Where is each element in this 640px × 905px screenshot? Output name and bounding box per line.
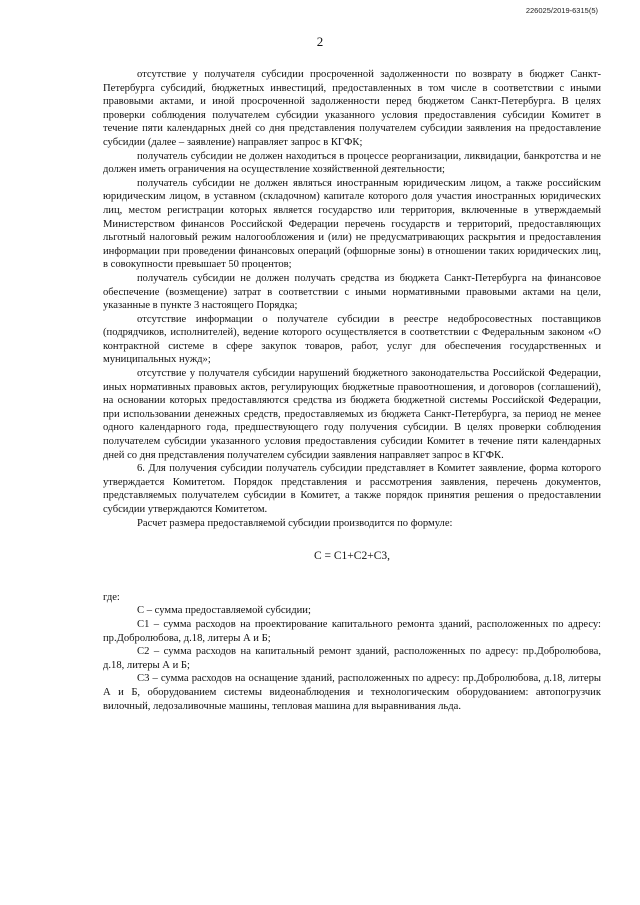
paragraph-calculation-intro: Расчет размера предоставляемой субсидии производится по формуле: — [137, 517, 453, 529]
where-label: где: — [103, 591, 120, 603]
document-registration-number: 226025/2019-6315(5) — [525, 6, 598, 15]
page-number: 2 — [316, 34, 324, 49]
definition-c1: С1 – сумма расходов на проектирование капитального ремонта зданий, расположенных по адресу: пр.Добролюбова, д.18, литеры А и Б; — [103, 618, 601, 644]
paragraph-no-debt: отсутствие у получателя субсидии просроченной задолженности по возврату в бюджет Санкт-Петербурга субсидий, бюджетных инвестиций, предоставленных в том числе в соответствии с иными правовыми актами, и иной просроченной задолженности перед бюджетом Санкт-Петербурга. В целях проверки соблюдения получателем субсидии указанного условия предоставления субсидии Комитет в течение пяти календарных дней со дня представления получателем субсидии заявления на предоставление субсидии (далее – заявление) направляет запрос в КГФК; — [103, 69, 601, 148]
paragraph-no-violations: отсутствие у получателя субсидии нарушений бюджетного законодательства Российской Федерации, иных нормативных правовых актов, регулирующих бюджетные правоотношения, и договоров (соглашений), на основании которых предоставляются средства из бюджета бюджетной системы Российской Федерации, при использовании денежных средств, предоставляемых из бюджета Санкт-Петербурга, за период не менее одного календарного года, предшествующего году получения субсидии. В целях проверки соблюдения получателем субсидии указанного условия предоставления субсидии Комитет в течение пяти календарных дней со дня представления получателем субсидии заявления направляет запрос в КГФК. — [103, 368, 601, 461]
paragraph-not-in-registry: отсутствие информации о получателе субсидии в реестре недобросовестных поставщиков (подрядчиков, исполнителей), ведение которого осуществляется в соответствии с Федеральным законом «О контрактной системе в сфере закупок товаров, работ, услуг для обеспечения государственных и муниципальных нужд»; — [103, 313, 601, 366]
paragraph-no-reorganization: получатель субсидии не должен находиться в процессе реорганизации, ликвидации, банкротства и не должен иметь ограничения на осуществление хозяйственной деятельности; — [103, 150, 601, 176]
paragraph-no-other-funds: получатель субсидии не должен получать средства из бюджета Санкт-Петербурга на финансовое обеспечение (возмещение) затрат в соответствии с иными нормативными правовыми актами на цели, указанные в пункте 3 настоящего Порядка; — [103, 272, 601, 312]
document-body — [103, 68, 601, 713]
definition-c3: С3 – сумма расходов на оснащение зданий, расположенных по адресу: пр.Добролюбова, д.18, литеры А и Б, оборудованием системы видеонаблюдения и технологическим оборудованием: автопогрузчик вилочный, ледозаливочные машины, тепловая машина для выравнивания льда. — [103, 673, 601, 712]
paragraph-clause-6: 6. Для получения субсидии получатель субсидии представляет в Комитет заявление, форма которого утверждается Комитетом. Порядок представления и рассмотрения заявления, перечень документов, представляемых получателем субсидии в Комитет, а также порядок принятия решения о предоставлении субсидии утверждаются Комитетом. — [103, 463, 601, 515]
definition-c2: С2 – сумма расходов на капитальный ремонт зданий, расположенных по адресу: пр.Добролюбова, д.18, литеры А и Б; — [103, 646, 601, 671]
paragraph-not-foreign-entity: получатель субсидии не должен являться иностранным юридическим лицом, а также российским юридическим лицом, в уставном (складочном) капитале которого доля участия иностранных юридических лиц, местом регистрации которых является государство или территория, включенные в утверждаемый Министерством финансов Российской Федерации перечень государств и территорий, предоставляющих льготный налоговый режим налогообложения и (или) не предусматривающих раскрытия и предоставления информации при проведении финансовых операций (офшорные зоны) в отношении таких юридических лиц, в совокупности превышает 50 процентов; — [103, 177, 601, 271]
subsidy-formula: C = C1+C2+C3, — [313, 550, 390, 563]
definition-c: С – сумма предоставляемой субсидии; — [137, 605, 311, 617]
